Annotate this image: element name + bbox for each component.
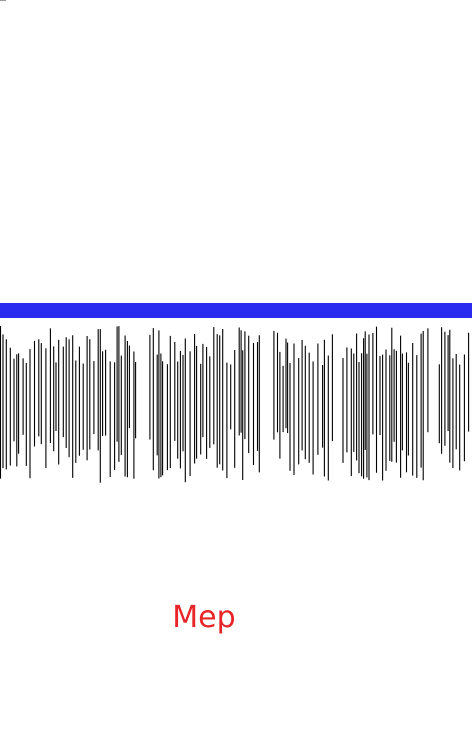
word-label: Мер <box>172 600 236 635</box>
blue-band <box>0 303 472 318</box>
corner-mark <box>0 0 6 1</box>
waveform-lines <box>0 318 472 488</box>
